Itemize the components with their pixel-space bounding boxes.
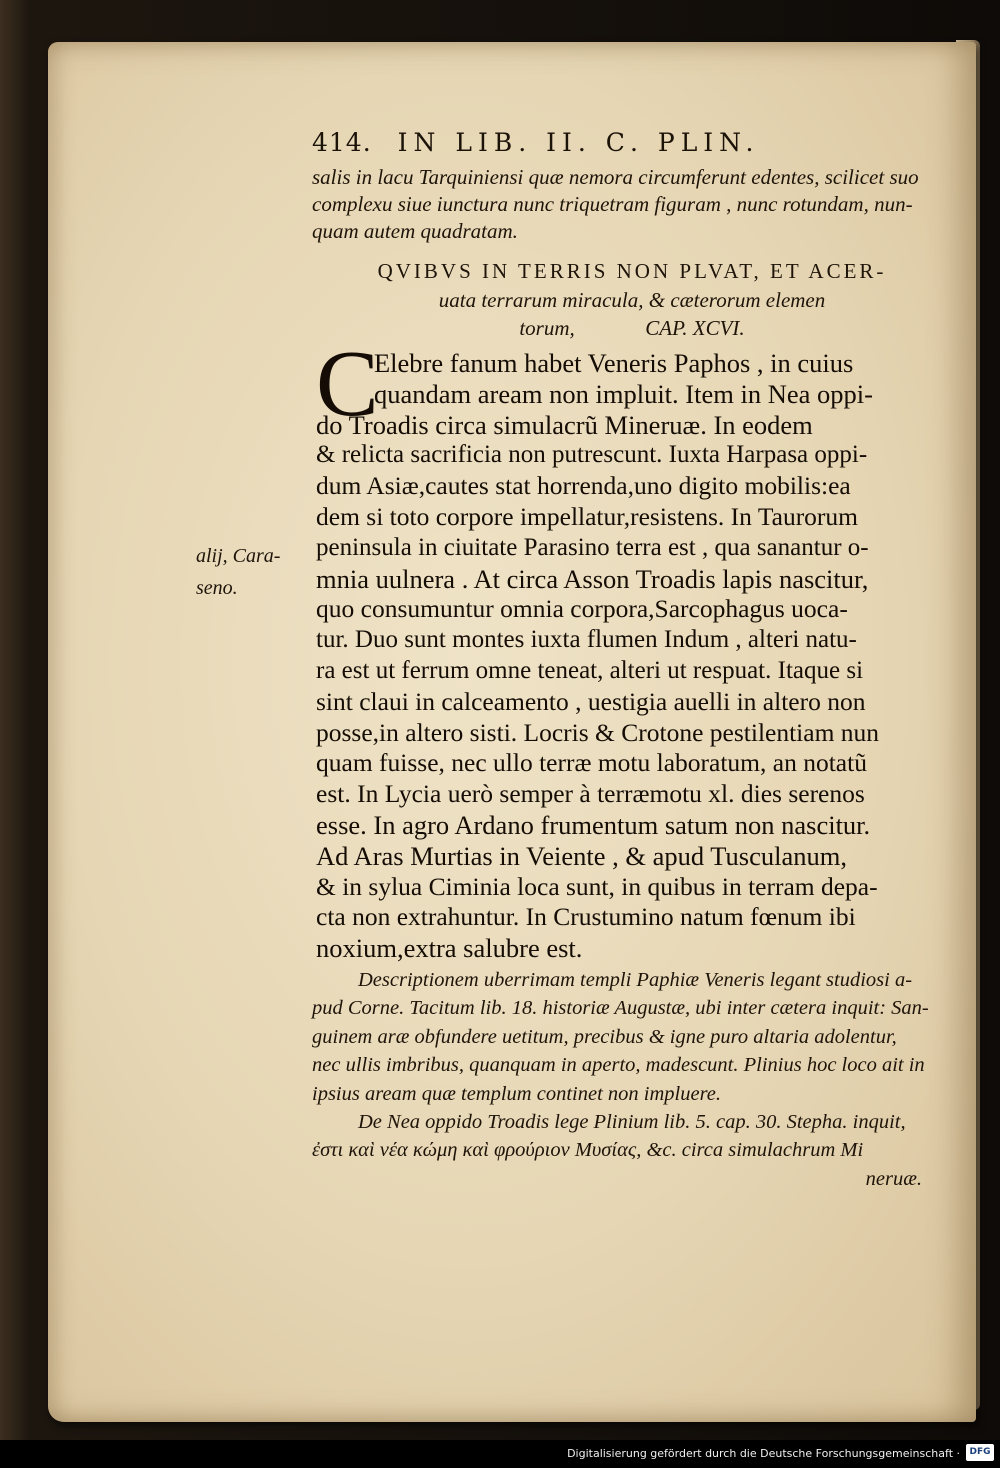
dfg-logo: DFG [966, 1444, 994, 1461]
funding-credit: Digitalisierung gefördert durch die Deutsche Forschungsgemeinschaft · [567, 1447, 960, 1460]
chapter-heading [312, 256, 952, 342]
text-line: & in sylua Ciminia loca sunt, in quibus in terram depa- [316, 871, 878, 901]
chapter-heading-line1: QVIBVS IN TERRIS NON PLVAT, ET ACER- [377, 259, 887, 283]
drop-cap-initial: C [316, 332, 379, 436]
marginal-note [196, 540, 280, 604]
commentary-line: nec ullis imbribus, quanquam in aperto, madescunt. Plinius hoc loco ait in [312, 1054, 925, 1077]
text-line: posse,in altero sisti. Locris & Crotone pestilentiam nun [316, 717, 880, 747]
intro-line: quam autem quadratam. [312, 219, 518, 243]
chapter-number: CAP. XCVI. [645, 316, 745, 340]
marginal-note-line1: alij, Cara- [196, 545, 281, 567]
text-line: quandam aream non impluit. Item in Nea oppi- [374, 378, 873, 409]
commentary [312, 966, 962, 1193]
text-line: dem si toto corpore impellatur,resistens. In Taurorum [316, 501, 859, 531]
commentary-line: ipsius aream quæ templum continet non impluere. [312, 1082, 722, 1105]
text-line: Elebre fanum habet Veneris Paphos , in cuius [374, 348, 854, 378]
commentary-line: Descriptionem uberrimam templi Paphiæ Veneris legant studiosi a- [358, 969, 913, 991]
text-line: do Troadis circa simulacrũ Mineruæ. In eodem [316, 409, 813, 440]
commentary-line: guinem aræ obfundere uetitum, precibus & igne puro altaria adolentur, [312, 1025, 897, 1048]
text-line: noxium,extra salubre est. [316, 933, 583, 964]
text-line: cta non extrahuntur. In Crustumino natum fœnum ibi [316, 902, 856, 932]
main-text [316, 332, 956, 964]
intro-line: complexu siue iunctura nunc triquetram figuram , nunc rotundam, nun- [312, 192, 913, 216]
running-title: IN LIB. II. C. PLIN. [397, 128, 760, 157]
chapter-heading-line3 [312, 314, 952, 342]
text-line: mnia uulnera . At circa Asson Troadis lapis nascitur, [316, 563, 869, 594]
text-line: ra est ut ferrum omne teneat, alteri ut respuat. Itaque si [316, 656, 864, 684]
marginal-note-line2: seno. [196, 577, 238, 599]
commentary-line: neruæ. [865, 1167, 922, 1190]
commentary-line: ἐστι καὶ νέα κώμη καὶ φρούριον Μυσίας, &c. circa simulachrum Mi [312, 1139, 864, 1162]
text-line: & relicta sacrificia non putrescunt. Iuxta Harpasa oppi- [316, 441, 868, 469]
text-line: sint claui in calceamento , uestigia auelli in altero non [316, 686, 866, 716]
running-head [312, 128, 812, 164]
commentary-line: De Nea oppido Troadis lege Plinium lib. 5. cap. 30. Stepha. inquit, [358, 1111, 906, 1134]
text-line: est. In Lycia uerò semper à terræmotu xl. dies serenos [316, 779, 865, 809]
text-line: quam fuisse, nec ullo terræ motu laboratum, an notatũ [316, 748, 867, 778]
text-line: esse. In agro Ardano frumentum satum non nascitur. [316, 809, 871, 840]
text-line: quo consumuntur omnia corpora,Sarcophagus uoca- [316, 594, 848, 624]
text-line: Ad Aras Murtias in Veiente , & apud Tusculanum, [316, 840, 847, 871]
intro-line: salis in lacu Tarquiniensi quæ nemora circumferunt edentes, scilicet suo [312, 165, 919, 189]
chapter-heading-line3a: torum, [519, 316, 575, 340]
chapter-heading-line2: uata terrarum miracula, & cæterorum elemen [438, 288, 826, 312]
text-line: dum Asiæ,cautes stat horrenda,uno digito mobilis:ea [316, 471, 851, 501]
text-line: tur. Duo sunt montes iuxta flumen Indum , alteri natu- [316, 626, 857, 654]
text-line: peninsula in ciuitate Parasino terra est , qua sanantur o- [316, 533, 869, 561]
commentary-line: pud Corne. Tacitum lib. 18. historiæ Augustæ, ubi inter cætera inquit: San- [312, 997, 929, 1020]
intro-paragraph [312, 164, 952, 245]
page-number: 414. [312, 128, 372, 157]
